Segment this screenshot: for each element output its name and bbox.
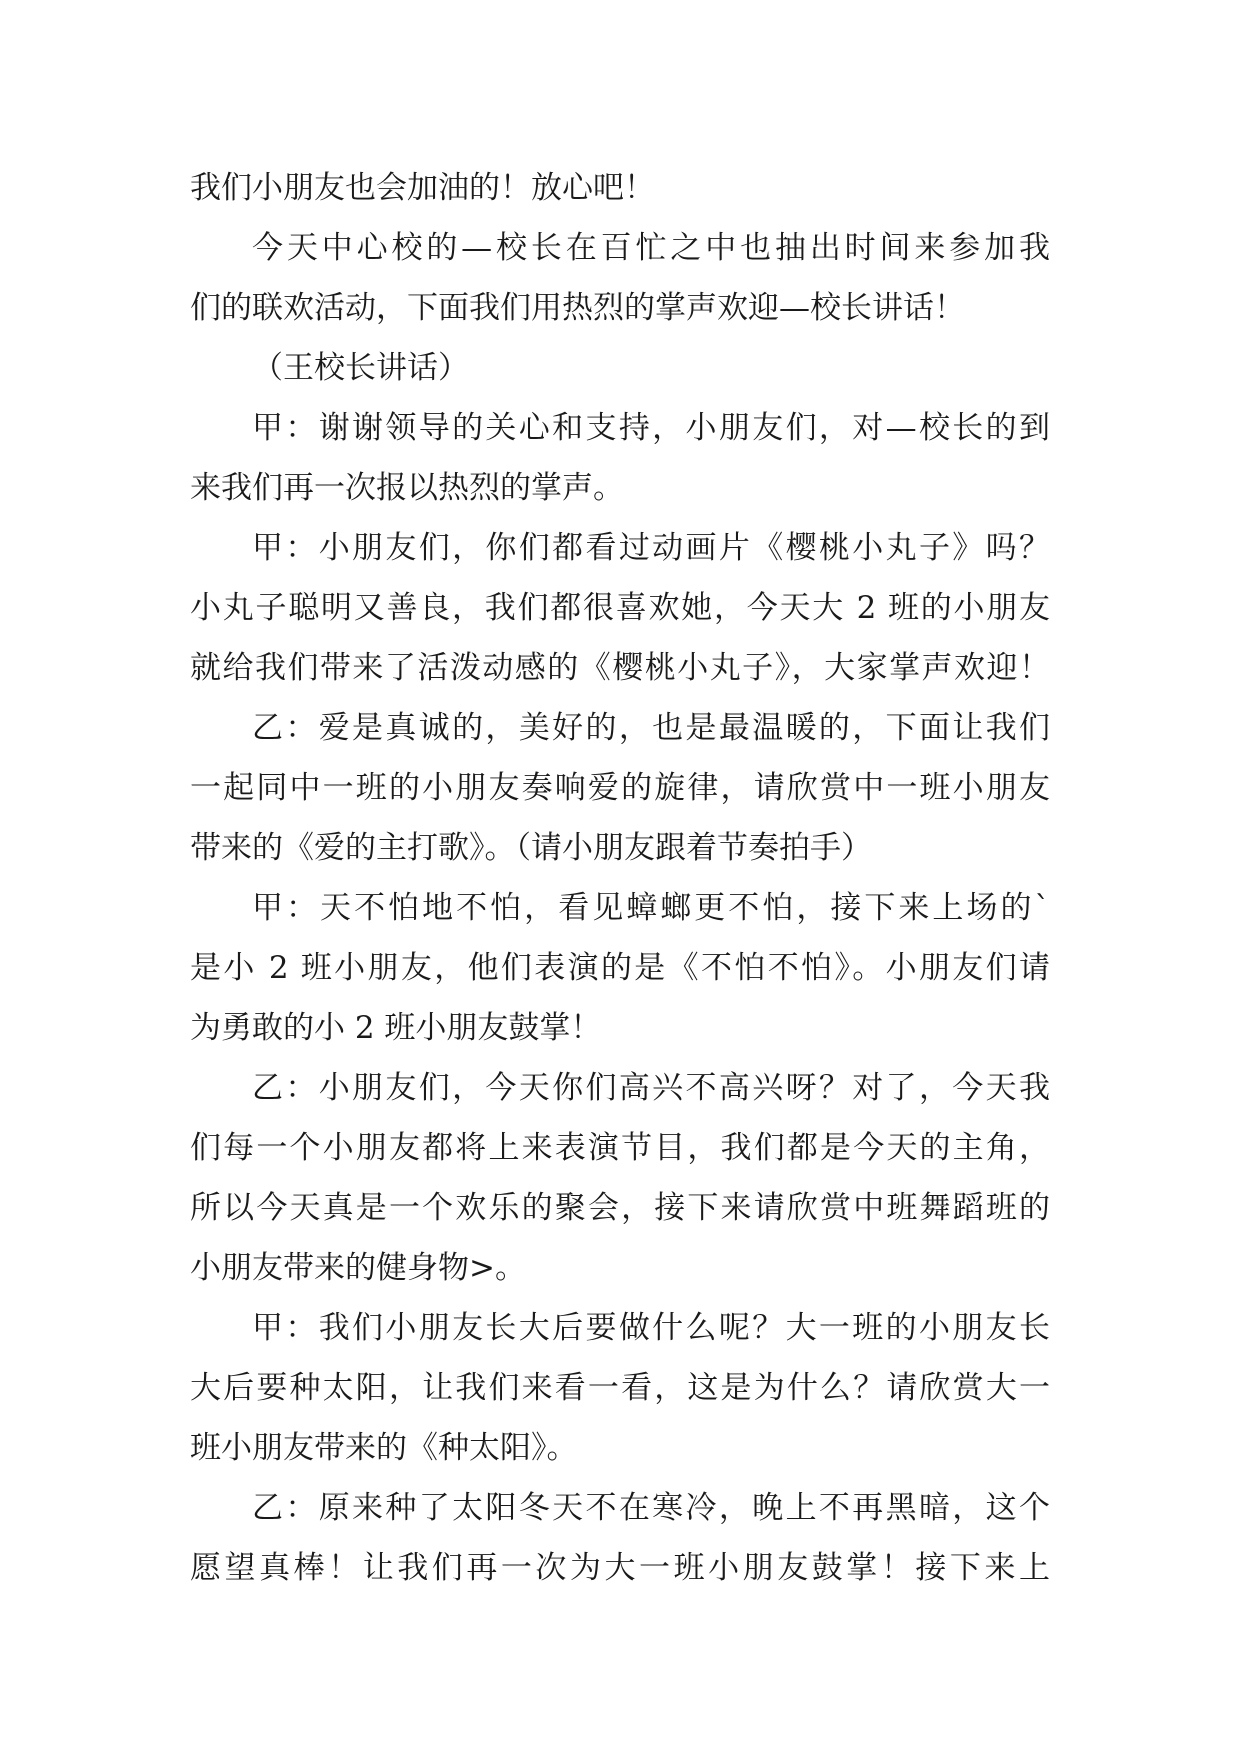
paragraph — [190, 1058, 1050, 1298]
text-line: 今天中心校的—校长在百忙之中也抽出时间来参加我 — [252, 230, 1050, 266]
text-line: 小丸子聪明又善良，我们都很喜欢她，今天大 2 班的小朋友 — [190, 590, 1050, 626]
text-line: 来我们再一次报以热烈的掌声。 — [190, 470, 624, 506]
paragraph — [190, 158, 1050, 218]
paragraph — [190, 518, 1050, 698]
text-line: 愿望真棒！让我们再一次为大一班小朋友鼓掌！接下来上 — [190, 1550, 1050, 1586]
paragraph — [190, 398, 1050, 518]
document-body — [190, 158, 1050, 1598]
paragraph — [190, 1478, 1050, 1598]
text-line: 甲：天不怕地不怕，看见蟑螂更不怕，接下来上场的` — [252, 890, 1050, 926]
text-line: 为勇敢的小 2 班小朋友鼓掌！ — [190, 1010, 602, 1046]
text-line: 们的联欢活动，下面我们用热烈的掌声欢迎—校长讲话！ — [190, 290, 965, 326]
text-line: 甲：小朋友们，你们都看过动画片《樱桃小丸子》吗？ — [252, 530, 1050, 566]
text-line: 是小 2 班小朋友，他们表演的是《不怕不怕》。小朋友们请 — [190, 950, 1050, 986]
text-line: 班小朋友带来的《种太阳》。 — [190, 1430, 578, 1466]
text-line: 带来的《爱的主打歌》。（请小朋友跟着节奏拍手） — [190, 830, 872, 866]
text-line: 小朋友带来的健身物>。 — [190, 1250, 526, 1286]
paragraph — [190, 1298, 1050, 1478]
text-line: （王校长讲话） — [252, 350, 469, 386]
text-line: 就给我们带来了活泼动感的《樱桃小丸子》，大家掌声欢迎！ — [190, 650, 1050, 686]
text-line: 一起同中一班的小朋友奏响爱的旋律，请欣赏中一班小朋友 — [190, 770, 1050, 806]
text-line: 们每一个小朋友都将上来表演节目，我们都是今天的主角， — [190, 1130, 1050, 1166]
paragraph — [190, 878, 1050, 1058]
text-line: 我们小朋友也会加油的！放心吧！ — [190, 170, 655, 206]
text-line: 甲：谢谢领导的关心和支持，小朋友们，对—校长的到 — [252, 410, 1050, 446]
text-line: 乙：爱是真诚的，美好的，也是最温暖的，下面让我们 — [252, 710, 1050, 746]
paragraph — [190, 338, 1050, 398]
text-line: 大后要种太阳，让我们来看一看，这是为什么？请欣赏大一 — [190, 1370, 1050, 1406]
text-line: 乙：原来种了太阳冬天不在寒冷，晚上不再黑暗，这个 — [252, 1490, 1050, 1526]
paragraph — [190, 698, 1050, 878]
paragraph — [190, 218, 1050, 338]
text-line: 所以今天真是一个欢乐的聚会，接下来请欣赏中班舞蹈班的 — [190, 1190, 1050, 1226]
text-line: 乙：小朋友们，今天你们高兴不高兴呀？对了，今天我 — [252, 1070, 1050, 1106]
text-line: 甲：我们小朋友长大后要做什么呢？大一班的小朋友长 — [252, 1310, 1050, 1346]
